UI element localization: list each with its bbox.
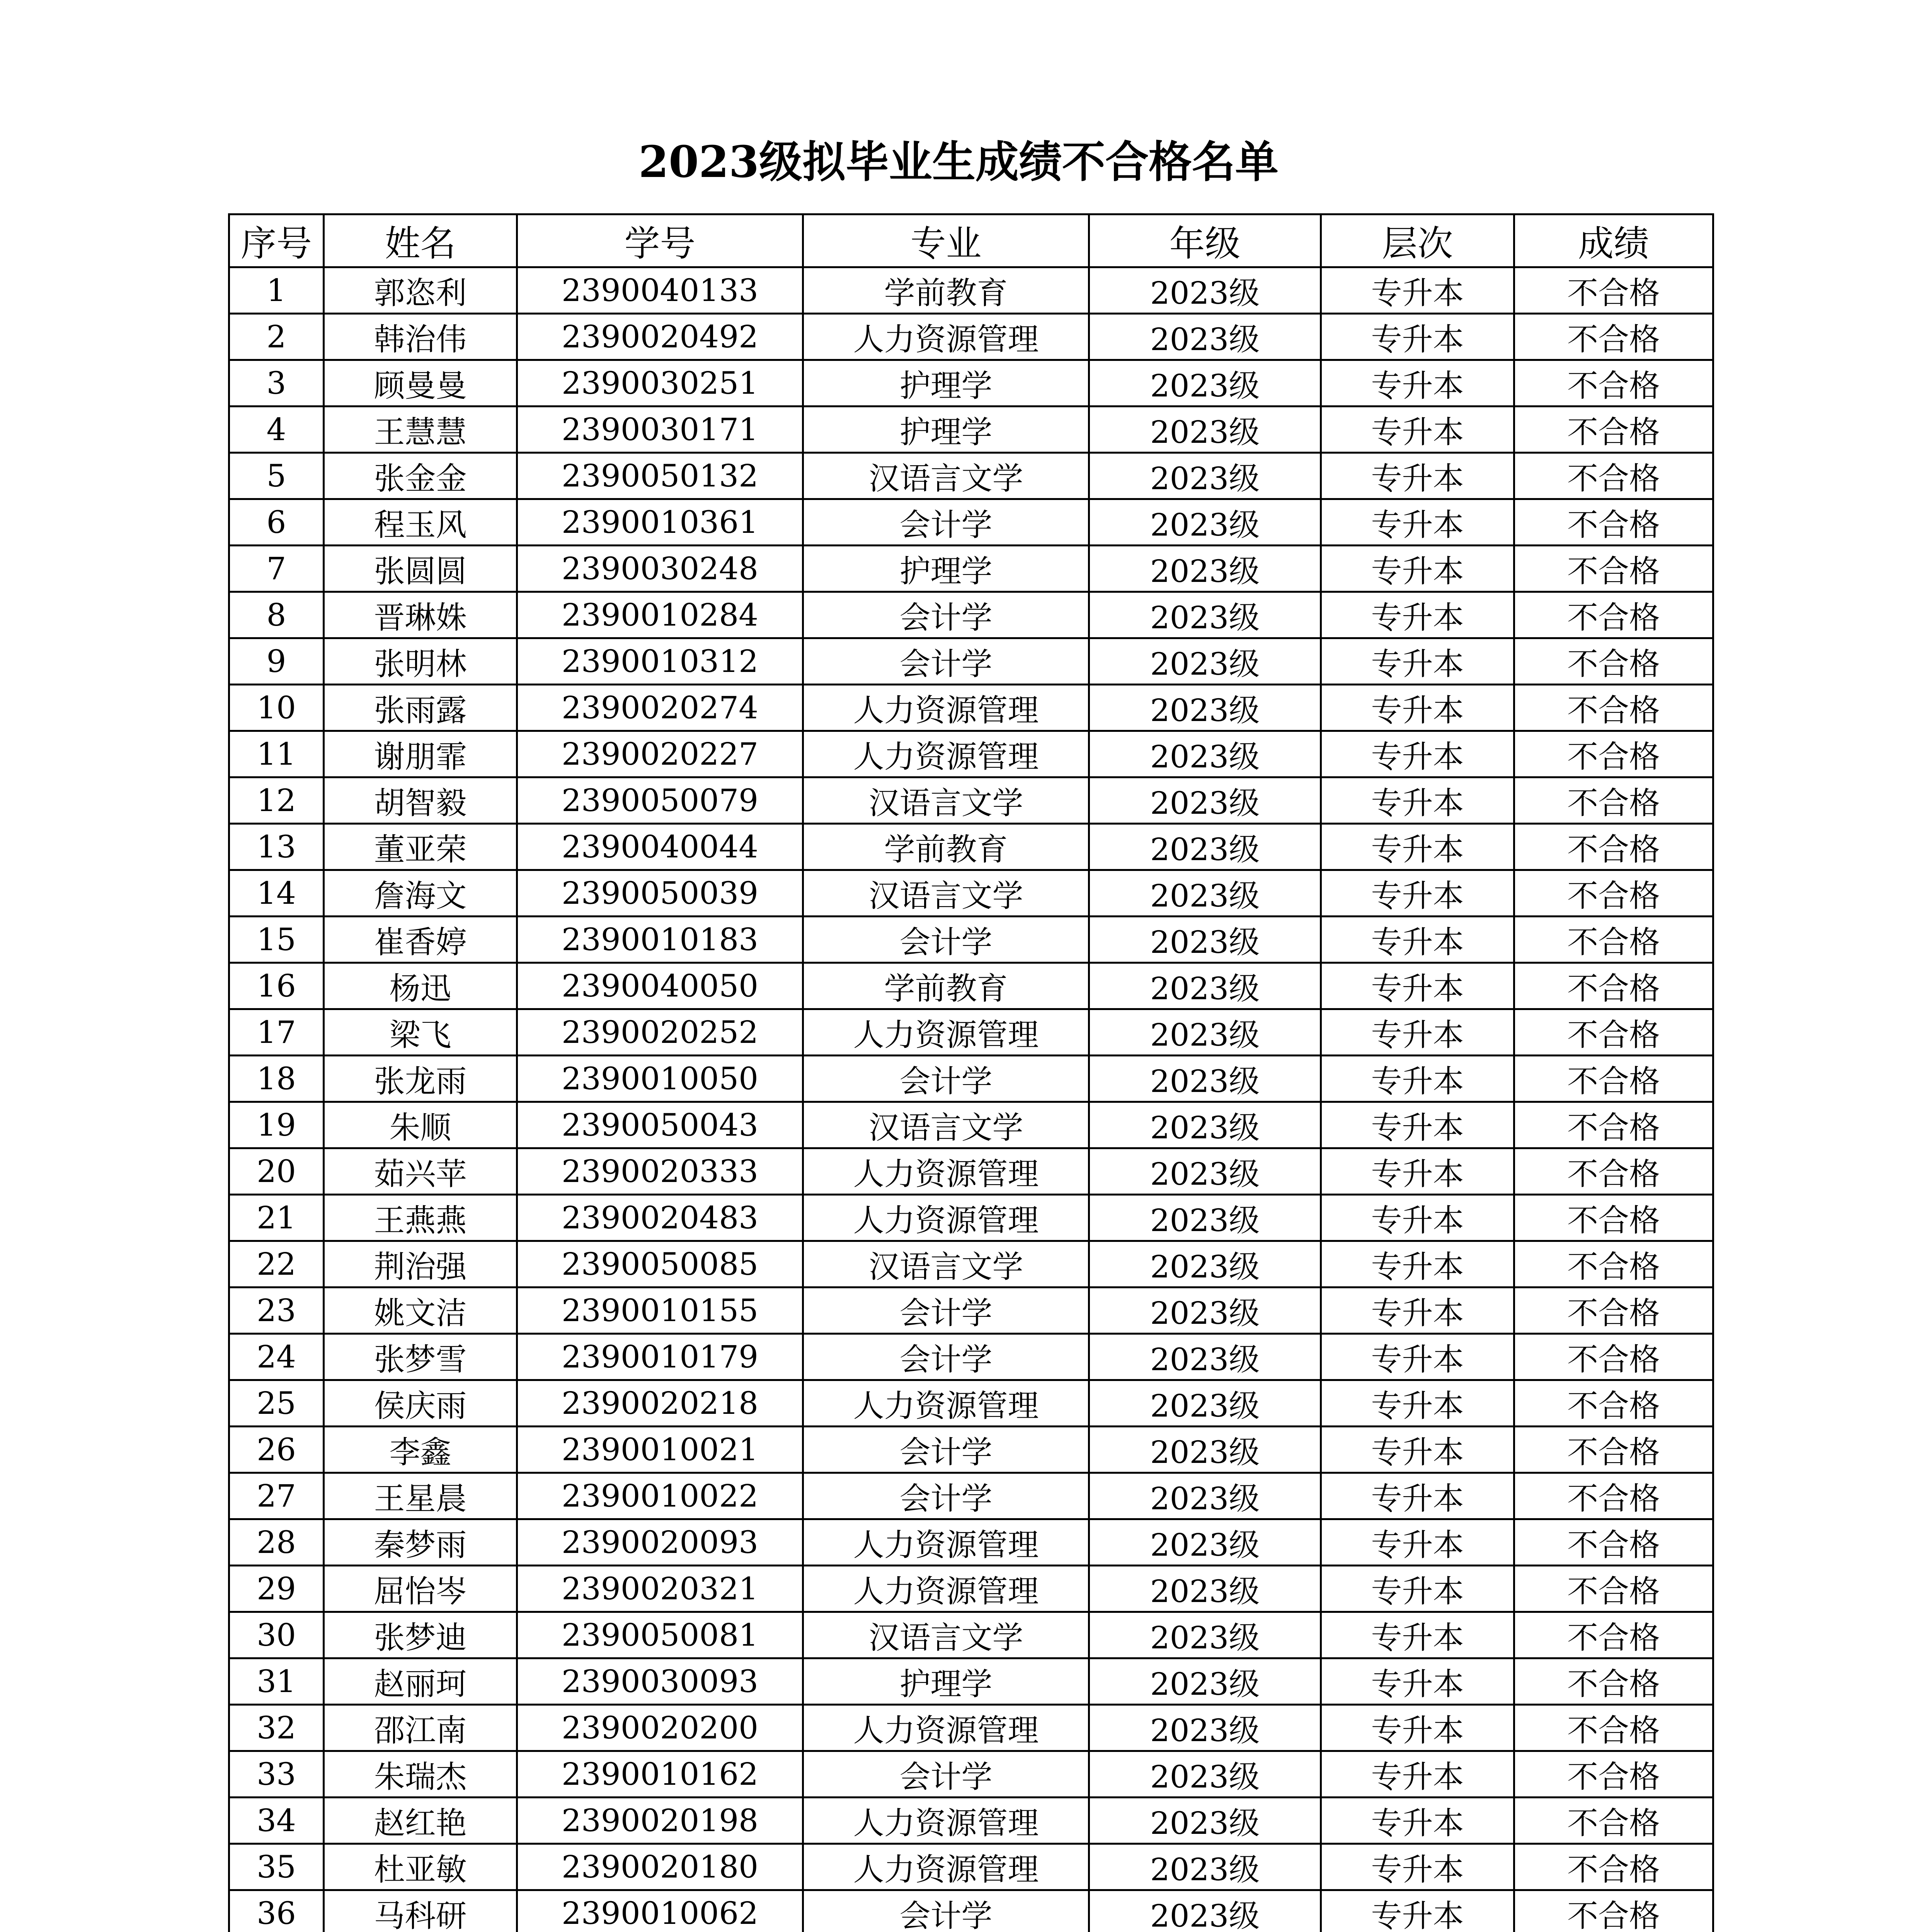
cell-name: 秦梦雨 [324, 1519, 517, 1566]
column-header-student-id: 学号 [517, 214, 803, 267]
cell-level: 专升本 [1321, 1890, 1514, 1932]
cell-grade-year: 2023级 [1089, 1148, 1321, 1195]
cell-student-id: 2390020200 [517, 1705, 803, 1751]
cell-index: 2 [229, 314, 324, 360]
cell-grade-year: 2023级 [1089, 592, 1321, 638]
column-header-name: 姓名 [324, 214, 517, 267]
cell-student-id: 2390020274 [517, 685, 803, 731]
cell-index: 7 [229, 546, 324, 592]
table-row [229, 1519, 1713, 1566]
cell-index: 16 [229, 963, 324, 1009]
table-row [229, 546, 1713, 592]
cell-index: 3 [229, 360, 324, 406]
cell-level: 专升本 [1321, 1148, 1514, 1195]
cell-student-id: 2390030093 [517, 1658, 803, 1705]
cell-index: 11 [229, 731, 324, 777]
table-row [229, 963, 1713, 1009]
cell-grade-year: 2023级 [1089, 1612, 1321, 1658]
cell-name: 邵江南 [324, 1705, 517, 1751]
cell-level: 专升本 [1321, 1612, 1514, 1658]
cell-major: 人力资源管理 [803, 1195, 1089, 1241]
cell-level: 专升本 [1321, 1102, 1514, 1148]
table-row [229, 1009, 1713, 1056]
cell-student-id: 2390010162 [517, 1751, 803, 1798]
cell-index: 8 [229, 592, 324, 638]
cell-level: 专升本 [1321, 638, 1514, 685]
cell-name: 顾曼曼 [324, 360, 517, 406]
cell-result: 不合格 [1514, 314, 1713, 360]
cell-name: 张梦雪 [324, 1334, 517, 1380]
table-row [229, 1287, 1713, 1334]
cell-level: 专升本 [1321, 1380, 1514, 1427]
cell-result: 不合格 [1514, 1195, 1713, 1241]
cell-name: 杜亚敏 [324, 1844, 517, 1890]
cell-result: 不合格 [1514, 1566, 1713, 1612]
cell-student-id: 2390020093 [517, 1519, 803, 1566]
table-row [229, 1751, 1713, 1798]
cell-index: 18 [229, 1056, 324, 1102]
cell-result: 不合格 [1514, 1473, 1713, 1519]
cell-student-id: 2390050132 [517, 453, 803, 499]
table-row [229, 1705, 1713, 1751]
page-title: 2023级拟毕业生成绩不合格名单 [638, 137, 1279, 187]
cell-grade-year: 2023级 [1089, 1334, 1321, 1380]
table-row [229, 1566, 1713, 1612]
cell-major: 人力资源管理 [803, 1566, 1089, 1612]
cell-index: 36 [229, 1890, 324, 1932]
table-row [229, 1844, 1713, 1890]
cell-level: 专升本 [1321, 360, 1514, 406]
cell-level: 专升本 [1321, 267, 1514, 314]
cell-index: 6 [229, 499, 324, 546]
cell-student-id: 2390050079 [517, 777, 803, 824]
cell-level: 专升本 [1321, 1566, 1514, 1612]
cell-result: 不合格 [1514, 453, 1713, 499]
cell-grade-year: 2023级 [1089, 267, 1321, 314]
cell-name: 张龙雨 [324, 1056, 517, 1102]
cell-index: 10 [229, 685, 324, 731]
cell-grade-year: 2023级 [1089, 360, 1321, 406]
cell-grade-year: 2023级 [1089, 1102, 1321, 1148]
cell-result: 不合格 [1514, 592, 1713, 638]
cell-name: 谢朋霏 [324, 731, 517, 777]
cell-level: 专升本 [1321, 1009, 1514, 1056]
cell-name: 郭恣利 [324, 267, 517, 314]
cell-grade-year: 2023级 [1089, 1519, 1321, 1566]
cell-level: 专升本 [1321, 406, 1514, 453]
cell-level: 专升本 [1321, 870, 1514, 917]
table-row [229, 638, 1713, 685]
cell-level: 专升本 [1321, 917, 1514, 963]
cell-level: 专升本 [1321, 1287, 1514, 1334]
cell-student-id: 2390040044 [517, 824, 803, 870]
cell-result: 不合格 [1514, 546, 1713, 592]
cell-major: 人力资源管理 [803, 1798, 1089, 1844]
cell-grade-year: 2023级 [1089, 1798, 1321, 1844]
cell-student-id: 2390050043 [517, 1102, 803, 1148]
column-header-major: 专业 [803, 214, 1089, 267]
cell-level: 专升本 [1321, 963, 1514, 1009]
cell-result: 不合格 [1514, 1287, 1713, 1334]
table-row [229, 360, 1713, 406]
cell-grade-year: 2023级 [1089, 1241, 1321, 1287]
cell-major: 汉语言文学 [803, 453, 1089, 499]
cell-major: 人力资源管理 [803, 1009, 1089, 1056]
cell-major: 会计学 [803, 917, 1089, 963]
cell-major: 人力资源管理 [803, 1519, 1089, 1566]
cell-level: 专升本 [1321, 314, 1514, 360]
cell-grade-year: 2023级 [1089, 453, 1321, 499]
cell-major: 会计学 [803, 638, 1089, 685]
cell-student-id: 2390010179 [517, 1334, 803, 1380]
table-row [229, 1148, 1713, 1195]
table-row [229, 731, 1713, 777]
cell-grade-year: 2023级 [1089, 1844, 1321, 1890]
cell-result: 不合格 [1514, 1844, 1713, 1890]
cell-result: 不合格 [1514, 685, 1713, 731]
cell-grade-year: 2023级 [1089, 314, 1321, 360]
cell-result: 不合格 [1514, 638, 1713, 685]
cell-level: 专升本 [1321, 685, 1514, 731]
cell-major: 会计学 [803, 499, 1089, 546]
cell-student-id: 2390050081 [517, 1612, 803, 1658]
cell-name: 姚文洁 [324, 1287, 517, 1334]
cell-grade-year: 2023级 [1089, 1751, 1321, 1798]
table-row [229, 1102, 1713, 1148]
cell-major: 汉语言文学 [803, 1102, 1089, 1148]
cell-name: 胡智毅 [324, 777, 517, 824]
cell-grade-year: 2023级 [1089, 1427, 1321, 1473]
cell-level: 专升本 [1321, 731, 1514, 777]
cell-major: 汉语言文学 [803, 870, 1089, 917]
cell-name: 赵丽珂 [324, 1658, 517, 1705]
column-header-level: 层次 [1321, 214, 1514, 267]
cell-name: 王燕燕 [324, 1195, 517, 1241]
cell-student-id: 2390050085 [517, 1241, 803, 1287]
table-row [229, 1241, 1713, 1287]
table-row [229, 1890, 1713, 1932]
column-header-result: 成绩 [1514, 214, 1713, 267]
cell-level: 专升本 [1321, 1195, 1514, 1241]
cell-level: 专升本 [1321, 453, 1514, 499]
cell-result: 不合格 [1514, 1102, 1713, 1148]
cell-result: 不合格 [1514, 406, 1713, 453]
cell-index: 33 [229, 1751, 324, 1798]
cell-index: 12 [229, 777, 324, 824]
cell-student-id: 2390020483 [517, 1195, 803, 1241]
cell-major: 人力资源管理 [803, 1705, 1089, 1751]
cell-major: 会计学 [803, 1056, 1089, 1102]
cell-result: 不合格 [1514, 1519, 1713, 1566]
cell-name: 荆治强 [324, 1241, 517, 1287]
cell-major: 人力资源管理 [803, 731, 1089, 777]
cell-result: 不合格 [1514, 1241, 1713, 1287]
cell-name: 崔香婷 [324, 917, 517, 963]
cell-level: 专升本 [1321, 1241, 1514, 1287]
cell-student-id: 2390020321 [517, 1566, 803, 1612]
cell-result: 不合格 [1514, 870, 1713, 917]
cell-student-id: 2390030248 [517, 546, 803, 592]
cell-grade-year: 2023级 [1089, 685, 1321, 731]
cell-name: 张雨露 [324, 685, 517, 731]
cell-student-id: 2390010361 [517, 499, 803, 546]
table-row [229, 917, 1713, 963]
cell-grade-year: 2023级 [1089, 1287, 1321, 1334]
cell-index: 30 [229, 1612, 324, 1658]
cell-major: 人力资源管理 [803, 1844, 1089, 1890]
cell-index: 1 [229, 267, 324, 314]
cell-level: 专升本 [1321, 1844, 1514, 1890]
cell-grade-year: 2023级 [1089, 499, 1321, 546]
cell-major: 汉语言文学 [803, 777, 1089, 824]
cell-result: 不合格 [1514, 1427, 1713, 1473]
cell-student-id: 2390020492 [517, 314, 803, 360]
cell-major: 人力资源管理 [803, 1380, 1089, 1427]
cell-student-id: 2390010021 [517, 1427, 803, 1473]
cell-student-id: 2390020252 [517, 1009, 803, 1056]
cell-grade-year: 2023级 [1089, 1380, 1321, 1427]
cell-result: 不合格 [1514, 1056, 1713, 1102]
cell-student-id: 2390030171 [517, 406, 803, 453]
cell-index: 22 [229, 1241, 324, 1287]
cell-major: 护理学 [803, 406, 1089, 453]
failing-grades-table [228, 213, 1714, 1932]
cell-grade-year: 2023级 [1089, 1009, 1321, 1056]
cell-level: 专升本 [1321, 1519, 1514, 1566]
table-row [229, 870, 1713, 917]
cell-grade-year: 2023级 [1089, 546, 1321, 592]
table-row [229, 1380, 1713, 1427]
table-row [229, 1798, 1713, 1844]
cell-major: 会计学 [803, 1751, 1089, 1798]
cell-grade-year: 2023级 [1089, 1566, 1321, 1612]
cell-name: 张圆圆 [324, 546, 517, 592]
table-row [229, 453, 1713, 499]
cell-index: 5 [229, 453, 324, 499]
cell-grade-year: 2023级 [1089, 1705, 1321, 1751]
cell-index: 31 [229, 1658, 324, 1705]
cell-grade-year: 2023级 [1089, 731, 1321, 777]
cell-student-id: 2390010312 [517, 638, 803, 685]
cell-grade-year: 2023级 [1089, 638, 1321, 685]
cell-major: 人力资源管理 [803, 685, 1089, 731]
cell-student-id: 2390030251 [517, 360, 803, 406]
cell-index: 4 [229, 406, 324, 453]
cell-level: 专升本 [1321, 1751, 1514, 1798]
cell-result: 不合格 [1514, 1705, 1713, 1751]
cell-result: 不合格 [1514, 1612, 1713, 1658]
table-row [229, 1195, 1713, 1241]
cell-result: 不合格 [1514, 360, 1713, 406]
cell-level: 专升本 [1321, 1658, 1514, 1705]
cell-index: 23 [229, 1287, 324, 1334]
cell-level: 专升本 [1321, 777, 1514, 824]
cell-major: 会计学 [803, 1334, 1089, 1380]
cell-student-id: 2390010155 [517, 1287, 803, 1334]
cell-result: 不合格 [1514, 1148, 1713, 1195]
table-header-row [229, 214, 1713, 267]
cell-grade-year: 2023级 [1089, 870, 1321, 917]
cell-level: 专升本 [1321, 499, 1514, 546]
cell-level: 专升本 [1321, 592, 1514, 638]
cell-major: 会计学 [803, 1427, 1089, 1473]
cell-result: 不合格 [1514, 777, 1713, 824]
cell-name: 朱顺 [324, 1102, 517, 1148]
table-row [229, 406, 1713, 453]
cell-name: 王慧慧 [324, 406, 517, 453]
cell-name: 韩治伟 [324, 314, 517, 360]
cell-student-id: 2390020218 [517, 1380, 803, 1427]
table-body [229, 267, 1713, 1932]
cell-result: 不合格 [1514, 1658, 1713, 1705]
cell-result: 不合格 [1514, 963, 1713, 1009]
cell-student-id: 2390040133 [517, 267, 803, 314]
table-row [229, 1658, 1713, 1705]
table-row [229, 314, 1713, 360]
table-row [229, 267, 1713, 314]
cell-name: 詹海文 [324, 870, 517, 917]
cell-grade-year: 2023级 [1089, 1658, 1321, 1705]
cell-result: 不合格 [1514, 267, 1713, 314]
cell-result: 不合格 [1514, 1890, 1713, 1932]
cell-index: 9 [229, 638, 324, 685]
cell-index: 20 [229, 1148, 324, 1195]
cell-name: 张明林 [324, 638, 517, 685]
cell-major: 护理学 [803, 546, 1089, 592]
cell-result: 不合格 [1514, 917, 1713, 963]
cell-name: 朱瑞杰 [324, 1751, 517, 1798]
cell-major: 护理学 [803, 360, 1089, 406]
cell-index: 35 [229, 1844, 324, 1890]
cell-level: 专升本 [1321, 1798, 1514, 1844]
cell-student-id: 2390020180 [517, 1844, 803, 1890]
table-row [229, 685, 1713, 731]
cell-grade-year: 2023级 [1089, 777, 1321, 824]
cell-index: 21 [229, 1195, 324, 1241]
cell-result: 不合格 [1514, 1380, 1713, 1427]
cell-result: 不合格 [1514, 1798, 1713, 1844]
cell-major: 会计学 [803, 1473, 1089, 1519]
cell-index: 14 [229, 870, 324, 917]
cell-student-id: 2390040050 [517, 963, 803, 1009]
cell-major: 汉语言文学 [803, 1612, 1089, 1658]
cell-level: 专升本 [1321, 1427, 1514, 1473]
cell-name: 杨迅 [324, 963, 517, 1009]
cell-index: 25 [229, 1380, 324, 1427]
cell-level: 专升本 [1321, 824, 1514, 870]
cell-level: 专升本 [1321, 546, 1514, 592]
cell-index: 34 [229, 1798, 324, 1844]
cell-name: 程玉风 [324, 499, 517, 546]
cell-student-id: 2390010022 [517, 1473, 803, 1519]
cell-result: 不合格 [1514, 731, 1713, 777]
cell-grade-year: 2023级 [1089, 824, 1321, 870]
cell-name: 晋琳姝 [324, 592, 517, 638]
cell-result: 不合格 [1514, 1334, 1713, 1380]
column-header-index: 序号 [229, 214, 324, 267]
cell-index: 29 [229, 1566, 324, 1612]
cell-name: 侯庆雨 [324, 1380, 517, 1427]
cell-major: 会计学 [803, 1287, 1089, 1334]
cell-major: 人力资源管理 [803, 314, 1089, 360]
column-header-grade-year: 年级 [1089, 214, 1321, 267]
table-row [229, 777, 1713, 824]
cell-index: 17 [229, 1009, 324, 1056]
cell-major: 人力资源管理 [803, 1148, 1089, 1195]
cell-level: 专升本 [1321, 1334, 1514, 1380]
cell-student-id: 2390020333 [517, 1148, 803, 1195]
cell-index: 27 [229, 1473, 324, 1519]
cell-major: 会计学 [803, 592, 1089, 638]
cell-major: 汉语言文学 [803, 1241, 1089, 1287]
cell-student-id: 2390020227 [517, 731, 803, 777]
cell-student-id: 2390010050 [517, 1056, 803, 1102]
cell-level: 专升本 [1321, 1473, 1514, 1519]
cell-student-id: 2390010062 [517, 1890, 803, 1932]
cell-index: 26 [229, 1427, 324, 1473]
cell-result: 不合格 [1514, 1751, 1713, 1798]
cell-name: 李鑫 [324, 1427, 517, 1473]
cell-name: 屈怡岑 [324, 1566, 517, 1612]
cell-student-id: 2390020198 [517, 1798, 803, 1844]
table-row [229, 499, 1713, 546]
cell-student-id: 2390010183 [517, 917, 803, 963]
table-row [229, 1056, 1713, 1102]
cell-grade-year: 2023级 [1089, 1195, 1321, 1241]
cell-index: 24 [229, 1334, 324, 1380]
cell-result: 不合格 [1514, 1009, 1713, 1056]
cell-grade-year: 2023级 [1089, 917, 1321, 963]
table-row [229, 824, 1713, 870]
cell-grade-year: 2023级 [1089, 406, 1321, 453]
cell-level: 专升本 [1321, 1705, 1514, 1751]
cell-major: 会计学 [803, 1890, 1089, 1932]
cell-name: 茹兴苹 [324, 1148, 517, 1195]
cell-result: 不合格 [1514, 824, 1713, 870]
cell-name: 张金金 [324, 453, 517, 499]
cell-name: 张梦迪 [324, 1612, 517, 1658]
cell-student-id: 2390050039 [517, 870, 803, 917]
cell-index: 28 [229, 1519, 324, 1566]
table-row [229, 1427, 1713, 1473]
cell-grade-year: 2023级 [1089, 1473, 1321, 1519]
cell-major: 学前教育 [803, 963, 1089, 1009]
cell-major: 护理学 [803, 1658, 1089, 1705]
cell-major: 学前教育 [803, 824, 1089, 870]
cell-result: 不合格 [1514, 499, 1713, 546]
cell-name: 董亚荣 [324, 824, 517, 870]
cell-name: 赵红艳 [324, 1798, 517, 1844]
cell-index: 13 [229, 824, 324, 870]
table-row [229, 1473, 1713, 1519]
cell-index: 19 [229, 1102, 324, 1148]
cell-major: 学前教育 [803, 267, 1089, 314]
cell-name: 梁飞 [324, 1009, 517, 1056]
cell-index: 15 [229, 917, 324, 963]
cell-index: 32 [229, 1705, 324, 1751]
cell-name: 马科研 [324, 1890, 517, 1932]
cell-grade-year: 2023级 [1089, 1056, 1321, 1102]
cell-level: 专升本 [1321, 1056, 1514, 1102]
table-row [229, 1334, 1713, 1380]
table-row [229, 1612, 1713, 1658]
cell-student-id: 2390010284 [517, 592, 803, 638]
cell-grade-year: 2023级 [1089, 1890, 1321, 1932]
table-row [229, 592, 1713, 638]
cell-name: 王星晨 [324, 1473, 517, 1519]
cell-grade-year: 2023级 [1089, 963, 1321, 1009]
